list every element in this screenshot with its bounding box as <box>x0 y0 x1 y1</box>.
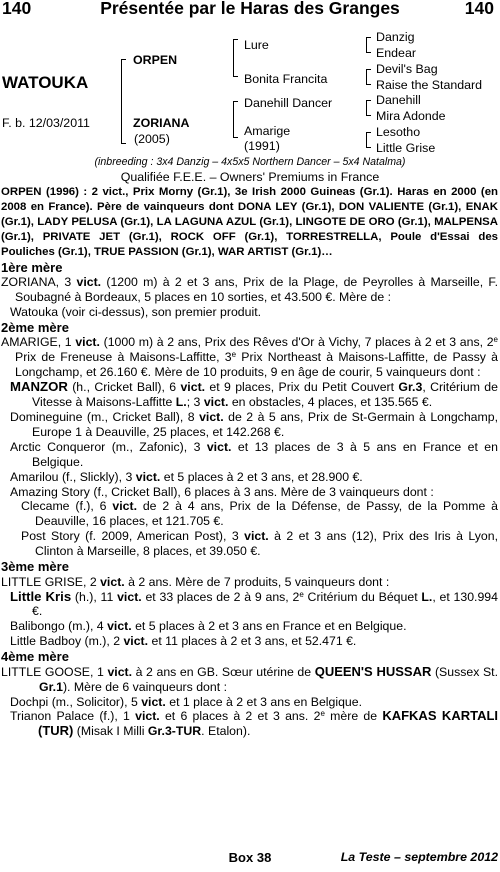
manzor-name: MANZOR <box>10 379 68 395</box>
text: à 2 et 3 ans (12), Prix des Iris à Lyon, Clinton à Marseille, 8 places, et 39.050 €. <box>35 529 498 559</box>
page-footer <box>0 850 500 868</box>
fourth-dam-heading <box>1 649 498 665</box>
lot-number-right: 140 <box>464 0 494 18</box>
text: ; 3 <box>186 395 204 410</box>
g3-4: Raise the Standard <box>376 78 483 92</box>
vict: vict. <box>76 275 102 290</box>
text: ZORIANA, 3 <box>1 275 77 290</box>
dam-sire: Danehill Dancer <box>244 96 333 110</box>
bracket-2b <box>233 101 234 138</box>
first-dam-child: Watouka (voir ci-dessus), son premier produit. <box>10 304 262 319</box>
queens-hussar: QUEEN'S HUSSAR <box>314 663 432 679</box>
vict: vict. <box>199 409 224 424</box>
gr: Gr.1 <box>39 679 63 694</box>
third-dam-heading <box>1 559 498 575</box>
text: mère de <box>324 709 383 724</box>
page-header <box>0 0 500 18</box>
bracket-2a <box>233 39 234 77</box>
vict: vict. <box>135 709 160 724</box>
lot-number-left: 140 <box>2 0 32 18</box>
sup: e <box>493 335 498 345</box>
g3-7: Lesotho <box>376 125 421 139</box>
text: de 2 à 4 ans, Prix de la Défense, de Passy, de la Pomme à Deauville, 16 places, et 121.705 €. <box>35 499 498 529</box>
text: et 5 places à 2 et 3 ans, et 28.900 €. <box>160 469 363 484</box>
dam-dam-year: (1991) <box>244 139 280 153</box>
text: , Critérium de Vitesse à Maisons-Laffitte <box>32 380 498 410</box>
text: Amarilou (f., Slickly), 3 <box>10 469 136 484</box>
text: et 5 places à 2 et 3 ans en France et en Belgique. <box>131 619 407 634</box>
amazing-para: Amazing Story (f., Cricket Ball), 6 places à 3 ans. Mère de 3 vainqueurs dont : <box>10 484 434 499</box>
text: Dochpi (m., Solicitor), 5 <box>10 694 142 709</box>
pedigree-chart <box>0 26 500 156</box>
text: de 2 à 5 ans, Prix de St-Germain à Longchamp, Europe 1 à Deauville, 25 places, et 142.268 €. <box>32 409 498 439</box>
sup: e <box>231 350 237 360</box>
text: Prix Northeast à Maisons-Laffitte, de Passy à Longchamp, et 26.160 €. Mère de 10 produits, 9 en âge de courir, 5 vainqueurs dont : <box>15 350 498 380</box>
text: ). Mère de 6 vainqueurs dont : <box>62 679 227 694</box>
text: LITTLE GOOSE, 1 <box>1 664 108 679</box>
bracket-3d <box>366 132 367 148</box>
third-dam-title: 3ème mère <box>1 559 69 575</box>
text: et 9 places, Prix du Petit Couvert <box>205 380 399 395</box>
vict: vict. <box>244 529 269 544</box>
fourth-dam-para <box>1 665 498 695</box>
first-dam-heading <box>1 260 498 276</box>
sup: e <box>320 709 325 719</box>
vict: vict. <box>206 439 232 454</box>
sire-sire: Lure <box>244 38 269 52</box>
bracket-1 <box>121 59 122 144</box>
dochpi-para <box>10 695 498 710</box>
text: LITTLE GRISE, 2 <box>1 574 101 589</box>
first-dam-title: 1ère mère <box>1 259 63 275</box>
dam-dam: Amarige <box>244 124 291 138</box>
vict: vict. <box>107 664 133 679</box>
text: Post Story (f. 2009, American Post), 3 <box>21 529 245 544</box>
text: et 11 places à 2 et 3 ans, et 52.471 €. <box>148 634 357 649</box>
text: et 1 place à 2 et 3 ans en Belgique. <box>165 694 363 709</box>
gr: Gr.3-TUR <box>147 724 202 739</box>
vict: vict. <box>117 589 142 604</box>
third-dam-para <box>1 575 498 590</box>
manzor-para <box>10 380 498 410</box>
vict: vict. <box>180 380 206 395</box>
text: AMARIGE, 1 <box>1 335 76 350</box>
text: . Etalon). <box>201 724 251 739</box>
sale-place: La Teste – septembre 2012 <box>340 850 498 864</box>
text: Prix de Freneuse à Maisons-Laffitte, 3 <box>15 350 232 365</box>
horse-info: F. b. 12/03/2011 <box>2 116 90 130</box>
amarilou-para <box>10 470 498 485</box>
g3-2: Endear <box>376 46 416 60</box>
text: Clecame (f.), 6 <box>21 499 113 514</box>
vict: vict. <box>112 499 137 514</box>
littlekris-para <box>10 590 498 620</box>
vict: vict. <box>100 574 125 589</box>
vict: vict. <box>107 619 132 634</box>
text: (1200 m) à 2 et 3 ans, Prix de la Plage, de Peyrolles à Marseille, F. Soubagné à Bordeaux, 5 places en 10 sorties, et 43.500 €. Mère de : <box>15 275 498 305</box>
vict: vict. <box>123 634 149 649</box>
g3-6: Mira Adonde <box>376 109 446 123</box>
text: à 2 ans. Mère de 7 produits, 5 vainqueurs dont : <box>124 574 390 589</box>
bracket-3b <box>366 69 367 85</box>
sup: e <box>299 589 304 599</box>
text: (Sussex St. <box>431 664 498 679</box>
g3-1: Danzig <box>376 30 415 44</box>
inbreeding-note: (inbreeding : 3x4 Danzig – 4x5x5 Northern Dancer – 5x4 Natalma) <box>94 156 406 168</box>
second-dam-title: 2ème mère <box>1 319 69 335</box>
clecame-para <box>21 499 498 529</box>
first-dam-para <box>1 275 498 305</box>
sire-paragraph: ORPEN (1996) : 2 vict., Prix Morny (Gr.1), 3e Irish 2000 Guineas (Gr.1). Haras en 2000 (en 2008 en France). Père de vainqueurs dont DONA LEY (Gr.1), DON VALIENTE (Gr.1), ENAK (Gr.1), LADY PELUSA (Gr.1), LA LAGUNA AZUL (Gr.1), LINGOTE DE ORO (Gr.1), MALPENSA (Gr.1), PRIVATE JET (Gr.1), ROCK OFF (Gr.1), TORRESTRELLA, Poule d'Essai des Pouliches (Gr.1), TRUE PASSION (Gr.1), WAR ARTIST (Gr.1)… <box>1 186 498 258</box>
fourth-dam-title: 4ème mère <box>1 649 69 665</box>
second-dam-para <box>1 335 498 380</box>
text: (h., Cricket Ball), 6 <box>67 380 181 395</box>
text: Trianon Palace (f.), 1 <box>10 709 136 724</box>
text: , et 130.994 €. <box>32 589 498 619</box>
vict: vict. <box>75 335 100 350</box>
dam: ZORIANA <box>133 116 190 130</box>
second-dam-heading <box>1 320 498 336</box>
text: Little Badboy (m.), 2 <box>10 634 124 649</box>
sire: ORPEN <box>133 53 178 67</box>
horse-name: WATOUKA <box>2 73 89 92</box>
header-title: Présentée par le Haras des Granges <box>100 0 400 18</box>
text: (1000 m) à 2 ans, Prix des Rêves d'Or à Vichy, 7 places à 2 et 3 ans, 2 <box>99 335 494 350</box>
littlebadboy-para <box>10 634 498 649</box>
box-number: Box 38 <box>228 850 272 865</box>
arctic-para <box>10 440 498 470</box>
dam-year: (2005) <box>134 132 170 146</box>
text: Domineguine (m., Cricket Ball), 8 <box>10 409 200 424</box>
kafkas-kartali: KAFKAS KARTALI (TUR) <box>38 708 499 739</box>
text: Balibongo (m.), 4 <box>10 619 108 634</box>
sire-dam: Bonita Francita <box>244 72 328 86</box>
text: (Misak I Milli <box>73 724 148 739</box>
vict: vict. <box>135 469 161 484</box>
vict: vict. <box>203 395 229 410</box>
dam-line-text <box>1 185 498 739</box>
gr: Gr.3 <box>398 380 423 395</box>
domineguine-para <box>10 410 498 440</box>
poststory-para <box>21 529 498 559</box>
gr: L. <box>421 589 433 604</box>
g3-3: Devil's Bag <box>376 62 438 76</box>
balibongo-para <box>10 619 498 634</box>
text: Critérium du Béquet <box>303 589 422 604</box>
text: en obstacles, 4 places, et 135.565 €. <box>228 395 433 410</box>
lk-name: Little Kris <box>10 588 72 604</box>
vict: vict. <box>141 694 166 709</box>
g3-8: Little Grise <box>376 141 436 155</box>
text: Arctic Conqueror (m., Zafonic), 3 <box>10 439 207 454</box>
text: (h.), 11 <box>71 589 118 604</box>
text: et 6 places à 2 et 3 ans. 2 <box>159 709 321 724</box>
g3-5: Danehill <box>376 93 421 107</box>
text: et 33 places de 2 à 9 ans, 2 <box>141 589 300 604</box>
trianon-para <box>10 709 498 739</box>
qualified-note: Qualifiée F.E.E. – Owners' Premiums in France <box>120 170 380 184</box>
gr: L. <box>175 395 187 410</box>
bracket-3a <box>366 37 367 53</box>
text: à 2 ans en GB. Sœur utérine de <box>132 664 315 679</box>
bracket-3c <box>366 100 367 116</box>
text: et 13 places de 3 à 5 ans en France et en Belgique. <box>32 439 498 469</box>
